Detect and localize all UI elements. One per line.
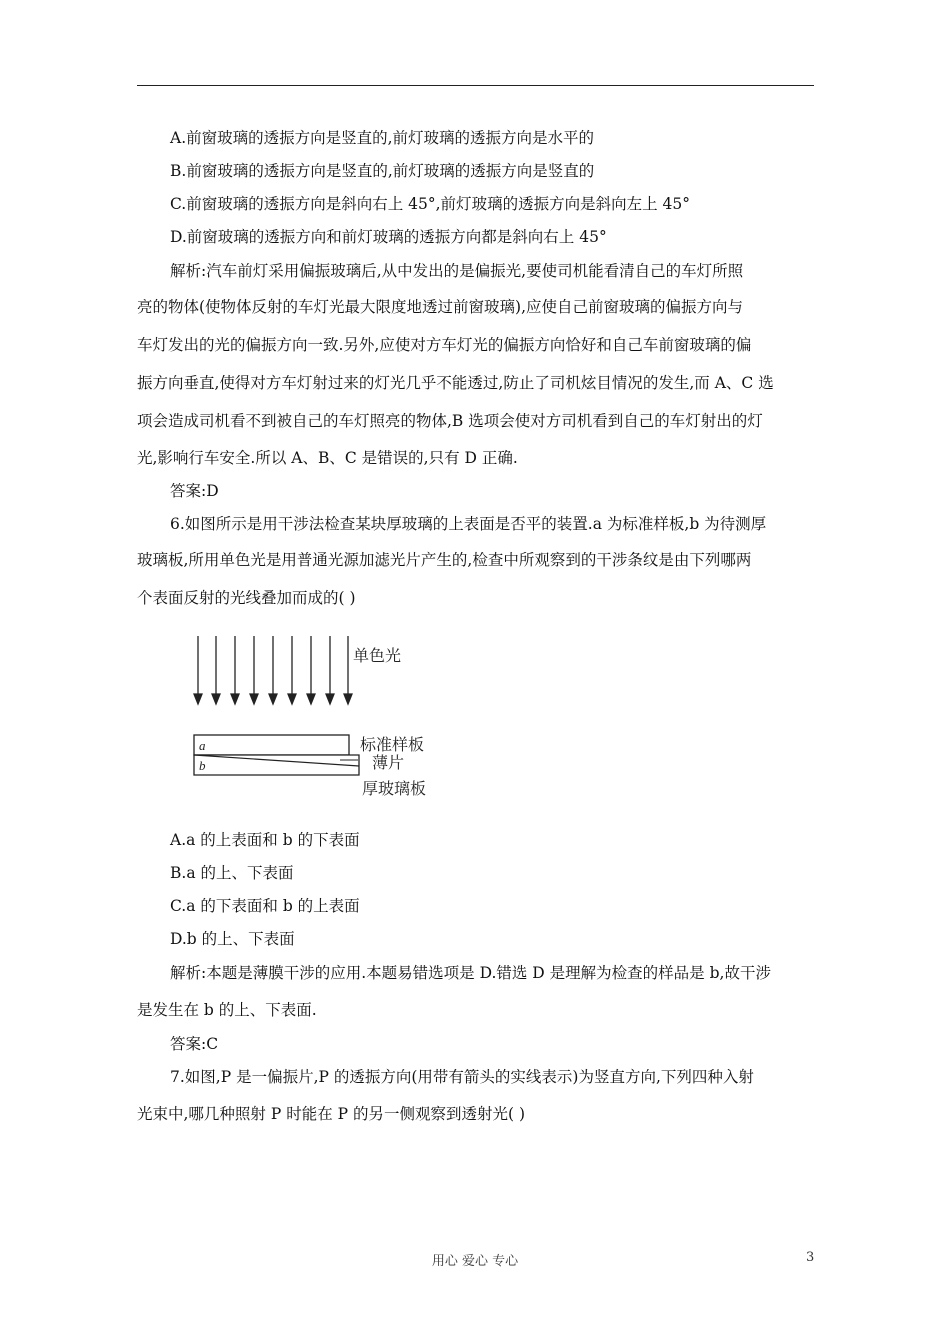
thin-film-label: 薄片 — [372, 755, 405, 772]
option-d-q6: D.b 的上、下表面 — [170, 930, 295, 948]
option-c-q6: C.a 的下表面和 b 的上表面 — [170, 897, 360, 915]
incident-light-arrows — [194, 636, 352, 704]
analysis-q5-line-3: 车灯发出的光的偏振方向一致.另外,应使对方车灯光的偏振方向恰好和自己车前窗玻璃的偏 — [137, 336, 752, 354]
analysis-q5-line-2: 亮的物体(使物体反射的车灯光最大限度地透过前窗玻璃),应使自己前窗玻璃的偏振方向与 — [137, 298, 744, 316]
header-rule — [137, 85, 814, 86]
analysis-q5-line-6: 光,影响行车安全.所以 A、B、C 是错误的,只有 D 正确. — [137, 449, 518, 467]
standard-plate-a — [194, 735, 349, 755]
question-6-line-3: 个表面反射的光线叠加而成的( ) — [137, 589, 356, 607]
option-b-q5: B.前窗玻璃的透振方向是竖直的,前灯玻璃的透振方向是竖直的 — [170, 162, 595, 180]
analysis-q5-line-4: 振方向垂直,使得对方车灯射过来的灯光几乎不能透过,防止了司机炫目情况的发生,而 A、C 选 — [137, 374, 774, 392]
option-a-q5: A.前窗玻璃的透振方向是竖直的,前灯玻璃的透振方向是水平的 — [170, 129, 595, 147]
question-6-line-1: 6.如图所示是用干涉法检查某块厚玻璃的上表面是否平的装置.a 为标准样板,b 为待测厚 — [170, 515, 767, 533]
interference-setup-figure — [190, 630, 450, 805]
answer-q5: 答案:D — [170, 482, 219, 500]
answer-q6: 答案:C — [170, 1035, 219, 1053]
option-d-q5: D.前窗玻璃的透振方向和前灯玻璃的透振方向都是斜向右上 45° — [170, 228, 607, 246]
analysis-q6-line-2: 是发生在 b 的上、下表面. — [137, 1001, 317, 1019]
plate-a-letter: a — [199, 738, 206, 753]
option-a-q6: A.a 的上表面和 b 的下表面 — [170, 831, 360, 849]
plate-b-letter: b — [199, 758, 206, 773]
analysis-q5-line-5: 项会造成司机看不到被自己的车灯照亮的物体,B 选项会使对方司机看到自己的车灯射出的灯 — [137, 412, 763, 430]
thick-glass-plate-b — [194, 755, 359, 775]
question-7-line-1: 7.如图,P 是一偏振片,P 的透振方向(用带有箭头的实线表示)为竖直方向,下列四种入射 — [170, 1068, 754, 1086]
question-6-line-2: 玻璃板,所用单色光是用普通光源加滤光片产生的,检查中所观察到的干涉条纹是由下列哪两 — [137, 551, 752, 569]
option-c-q5: C.前窗玻璃的透振方向是斜向右上 45°,前灯玻璃的透振方向是斜向左上 45° — [170, 195, 690, 213]
thick-glass-label: 厚玻璃板 — [362, 781, 427, 798]
page-number: 3 — [806, 1250, 815, 1265]
standard-plate-label: 标准样板 — [360, 737, 425, 754]
analysis-q6-line-1: 解析:本题是薄膜干涉的应用.本题易错选项是 D.错选 D 是理解为检查的样品是 b,故干涉 — [170, 964, 771, 982]
analysis-q5-line-1: 解析:汽车前灯采用偏振玻璃后,从中发出的是偏振光,要使司机能看清自己的车灯所照 — [170, 262, 744, 280]
option-b-q6: B.a 的上、下表面 — [170, 864, 294, 882]
question-7-line-2: 光束中,哪几种照射 P 时能在 P 的另一侧观察到透射光( ) — [137, 1105, 526, 1123]
light-label: 单色光 — [353, 648, 402, 665]
footer-text: 用心 爱心 专心 — [431, 1254, 519, 1269]
